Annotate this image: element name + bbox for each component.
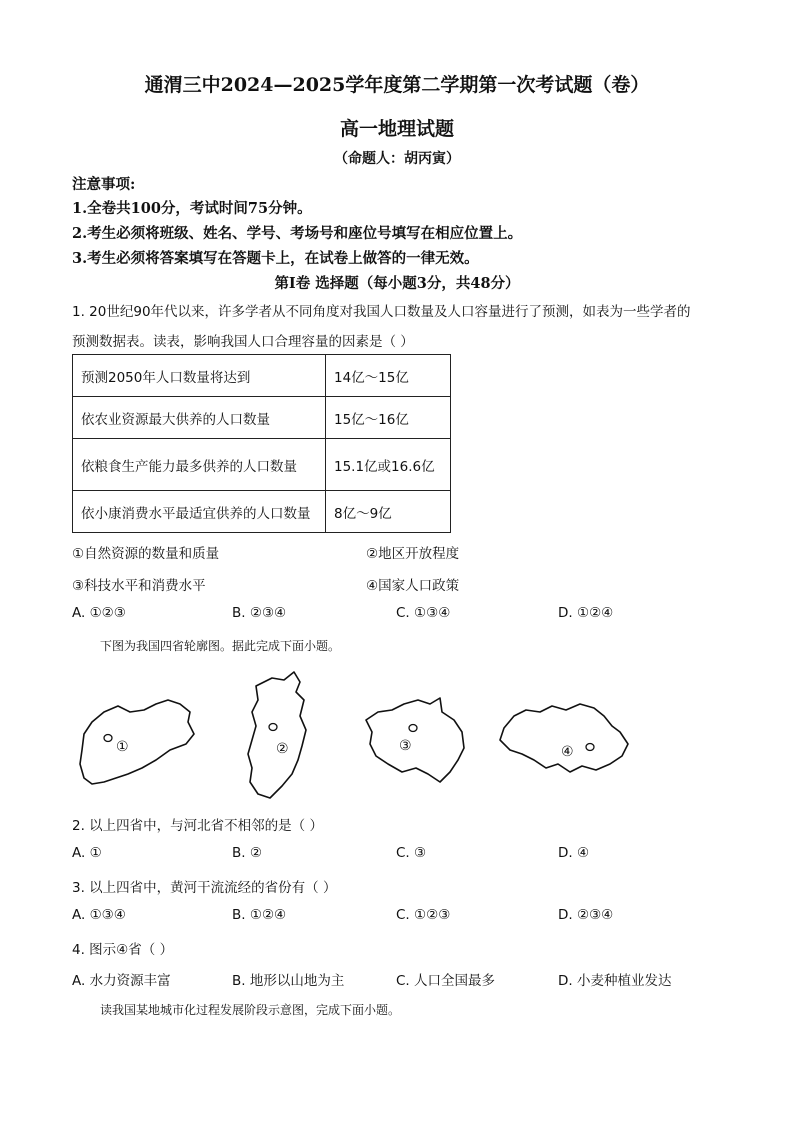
q1-stem-line2: 预测数据表。读表，影响我国人口合理容量的因素是（ ）: [72, 334, 414, 350]
q3-stem: 3. 以上四省中，黄河干流流经的省份有（ ）: [72, 880, 337, 896]
q1-option-c[interactable]: C. ①③④: [396, 605, 451, 621]
q2-option-d[interactable]: D. ④: [558, 845, 590, 861]
q4-option-d[interactable]: D. 小麦种植业发达: [558, 973, 672, 989]
table-row: [73, 397, 451, 439]
province-outline-2: [248, 672, 306, 798]
q1-statement: ②地区开放程度: [366, 546, 460, 562]
q1-statement: ①自然资源的数量和质量: [72, 546, 220, 562]
q4-stem: 4. 图示④省（ ）: [72, 942, 174, 958]
q1-statement: ③科技水平和消费水平: [72, 578, 206, 594]
q1-stem-line1: 1. 20世纪90年代以来，许多学者从不同角度对我国人口数量及人口容量进行了预测，如表为一些学者的: [72, 304, 691, 320]
table-row: [73, 491, 451, 533]
province-outline-4: [500, 704, 628, 772]
note-item: 3.考生必须将答案填写在答题卡上，在试卷上做答的一律无效。: [72, 250, 479, 267]
q1-option-d[interactable]: D. ①②④: [558, 605, 614, 621]
exam-subtitle: 高一地理试题: [339, 118, 454, 140]
q1-statement: ④国家人口政策: [366, 578, 460, 594]
table-cell: 依粮食生产能力最多供养的人口数量: [73, 439, 326, 491]
q1-option-a[interactable]: A. ①②③: [72, 605, 126, 621]
table-row: [73, 355, 451, 397]
map-intro: 下图为我国四省轮廓图。据此完成下面小题。: [100, 639, 341, 653]
province-maps: [0, 660, 794, 810]
q1-option-b[interactable]: B. ②③④: [232, 605, 287, 621]
table-cell: 15.1亿或16.6亿: [326, 439, 451, 491]
capital-marker: [104, 735, 112, 742]
table-row: [73, 439, 451, 491]
q4-option-b[interactable]: B. 地形以山地为主: [232, 973, 345, 989]
section-heading: 第Ⅰ卷 选择题（每小题3分，共48分）: [274, 275, 520, 292]
table-cell: 依小康消费水平最适宜供养的人口数量: [73, 491, 326, 533]
exam-title: 通渭三中2024—2025学年度第二学期第一次考试题（卷）: [144, 74, 650, 96]
prediction-table: [72, 354, 451, 533]
q3-option-b[interactable]: B. ①②④: [232, 907, 287, 923]
capital-marker: [269, 724, 277, 731]
province-outline-3: [366, 698, 464, 782]
note-item: 1.全卷共100分，考试时间75分钟。: [72, 200, 312, 217]
notes-heading: 注意事项:: [72, 176, 136, 193]
capital-marker: [409, 725, 417, 732]
map-label-3: ③: [399, 738, 412, 754]
q2-stem: 2. 以上四省中，与河北省不相邻的是（ ）: [72, 818, 323, 834]
note-item: 2.考生必须将班级、姓名、学号、考场号和座位号填写在相应位置上。: [72, 225, 523, 242]
q3-option-c[interactable]: C. ①②③: [396, 907, 451, 923]
capital-marker: [586, 744, 594, 751]
exam-author: （命题人：胡丙寅）: [334, 151, 460, 167]
map-label-4: ④: [561, 744, 574, 760]
q2-option-b[interactable]: B. ②: [232, 845, 262, 861]
map-label-2: ②: [276, 741, 289, 757]
table-cell: 8亿～9亿: [326, 491, 451, 533]
table-cell: 依农业资源最大供养的人口数量: [73, 397, 326, 439]
q3-option-a[interactable]: A. ①③④: [72, 907, 126, 923]
q4-option-a[interactable]: A. 水力资源丰富: [72, 973, 171, 989]
q2-option-c[interactable]: C. ③: [396, 845, 427, 861]
table-cell: 预测2050年人口数量将达到: [73, 355, 326, 397]
province-outline-1: [80, 700, 194, 784]
q4-option-c[interactable]: C. 人口全国最多: [396, 973, 496, 989]
table-cell: 14亿～15亿: [326, 355, 451, 397]
next-intro: 读我国某地城市化过程发展阶段示意图，完成下面小题。: [100, 1003, 401, 1017]
q3-option-d[interactable]: D. ②③④: [558, 907, 614, 923]
q2-option-a[interactable]: A. ①: [72, 845, 102, 861]
map-label-1: ①: [116, 739, 129, 755]
table-cell: 15亿～16亿: [326, 397, 451, 439]
